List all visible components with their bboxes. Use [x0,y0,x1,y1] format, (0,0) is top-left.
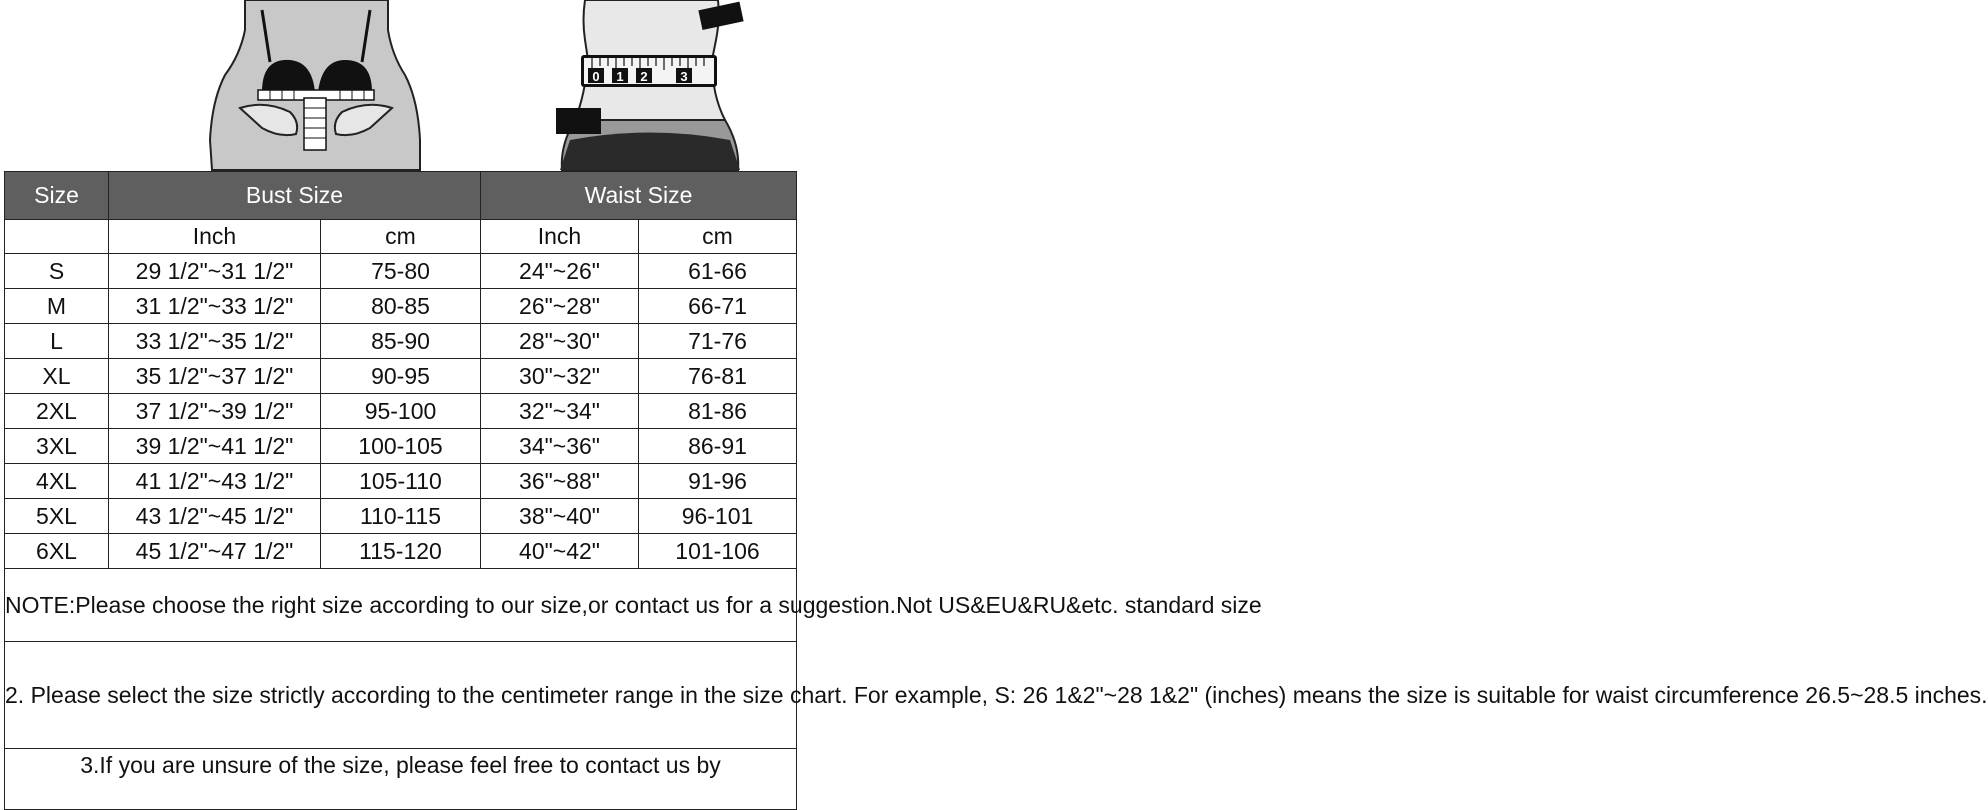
table-subheader-row [5,220,797,254]
size-cell: L [5,324,109,359]
bust-inch-cell: 39 1/2"~41 1/2" [109,429,321,464]
waist-inch-cell: 28"~30" [481,324,639,359]
bust-cm-cell: 110-115 [321,499,481,534]
bust-inch-cell: 41 1/2"~43 1/2" [109,464,321,499]
measurement-illustrations [0,0,800,170]
size-cell: 2XL [5,394,109,429]
note-row [5,569,797,642]
waist-cm-cell: 76-81 [639,359,797,394]
note-text: 2. Please select the size strictly according to the centimeter range in the size chart. For example, S: 26 1&2"~28 1&2" (inches) means the size is suitable for waist circumference 26.5~28.5 inches. [5,642,797,749]
waist-inch-cell: 36"~88" [481,464,639,499]
bust-measurement-figure-icon [210,0,420,170]
bust-cm-cell: 75-80 [321,254,481,289]
waist-inch-cell: 38"~40" [481,499,639,534]
table-header-row [5,172,797,220]
table-row [5,254,797,289]
waist-inch-cell: 34"~36" [481,429,639,464]
size-cell: 4XL [5,464,109,499]
bust-cm-cell: 85-90 [321,324,481,359]
size-cell: 6XL [5,534,109,569]
table-row [5,359,797,394]
waist-inch-cell: 30"~32" [481,359,639,394]
header-waist-size: Waist Size [481,172,797,220]
size-cell: S [5,254,109,289]
size-cell: XL [5,359,109,394]
bust-inch-cell: 35 1/2"~37 1/2" [109,359,321,394]
note-row [5,749,797,810]
bust-cm-cell: 95-100 [321,394,481,429]
table-row [5,499,797,534]
waist-cm-cell: 91-96 [639,464,797,499]
bust-inch-cell: 43 1/2"~45 1/2" [109,499,321,534]
note-text: 3.If you are unsure of the size, please feel free to contact us by [5,749,797,810]
bust-cm-cell: 90-95 [321,359,481,394]
table-row [5,289,797,324]
tape-number-1: 1 [616,69,624,84]
size-cell: 5XL [5,499,109,534]
waist-inch-cell: 24"~26" [481,254,639,289]
bust-inch-cell: 33 1/2"~35 1/2" [109,324,321,359]
waist-inch-cell: 32"~34" [481,394,639,429]
waist-cm-cell: 101-106 [639,534,797,569]
bust-inch-cell: 31 1/2"~33 1/2" [109,289,321,324]
table-row [5,464,797,499]
tape-number-2: 2 [640,69,648,84]
note-text: NOTE:Please choose the right size according to our size,or contact us for a suggestion.Not US&EU&RU&etc. standard size [5,569,797,642]
table-row [5,429,797,464]
waist-cm-cell: 96-101 [639,499,797,534]
bust-inch-cell: 29 1/2"~31 1/2" [109,254,321,289]
table-row [5,394,797,429]
tape-number-3: 3 [680,69,688,84]
bust-cm-cell: 115-120 [321,534,481,569]
subheader-empty [5,220,109,254]
bust-inch-cell: 37 1/2"~39 1/2" [109,394,321,429]
subheader-bust-inch: Inch [109,220,321,254]
waist-cm-cell: 81-86 [639,394,797,429]
waist-cm-cell: 86-91 [639,429,797,464]
size-chart-table [4,171,1988,810]
header-size: Size [5,172,109,220]
bust-cm-cell: 80-85 [321,289,481,324]
table-row [5,324,797,359]
waist-cm-cell: 66-71 [639,289,797,324]
size-cell: M [5,289,109,324]
waist-inch-cell: 26"~28" [481,289,639,324]
table-row [5,534,797,569]
waist-cm-cell: 61-66 [639,254,797,289]
waist-cm-cell: 71-76 [639,324,797,359]
subheader-bust-cm: cm [321,220,481,254]
note-row [5,642,797,749]
bust-inch-cell: 45 1/2"~47 1/2" [109,534,321,569]
subheader-waist-cm: cm [639,220,797,254]
tape-number-0: 0 [592,69,600,84]
bust-cm-cell: 105-110 [321,464,481,499]
waist-measurement-figure-icon [556,0,744,170]
size-cell: 3XL [5,429,109,464]
waist-inch-cell: 40"~42" [481,534,639,569]
bust-cm-cell: 100-105 [321,429,481,464]
subheader-waist-inch: Inch [481,220,639,254]
header-bust-size: Bust Size [109,172,481,220]
